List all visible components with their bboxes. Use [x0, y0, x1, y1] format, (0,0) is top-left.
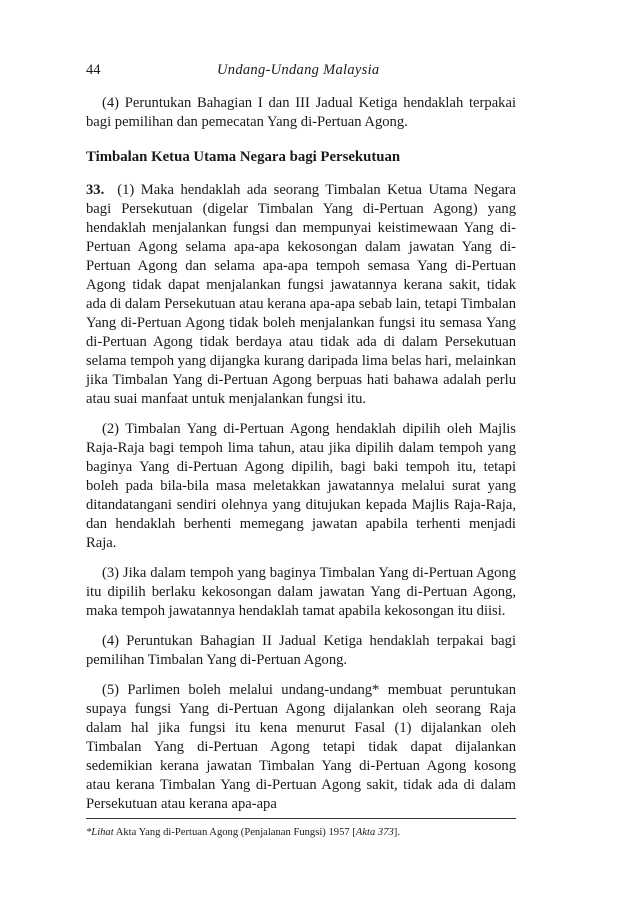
- section-33-4: (4) Peruntukan Bahagian II Jadual Ketiga hendaklah terpakai bagi pemilihan Timbalan Yang di-Pertuan Agong.: [86, 633, 516, 668]
- clause-32-4: (4) Peruntukan Bahagian I dan III Jadual Ketiga hendaklah terpakai bagi pemilihan dan pemecatan Yang di-Pertuan Agong.: [86, 95, 516, 130]
- section-33-2: (2) Timbalan Yang di-Pertuan Agong hendaklah dipilih oleh Majlis Raja-Raja bagi tempoh lima tahun, atau jika dipilih dalam tempoh yang baginya Yang di-Pertuan Agong dipilih, bagi baki tempoh itu, tetapi boleh pada bila-bila masa meletakkan jawatannya melalui surat yang ditandatangani sendiri olehnya yang ditujukan kepada Majlis Raja-Raja, dan hendaklah berhenti memegang jawatan apabila terhenti menjadi Raja.: [86, 421, 516, 551]
- footnote-text: Akta Yang di-Pertuan Agong (Penjalanan Fungsi) 1957 [: [113, 827, 356, 838]
- running-title: Undang-Undang Malaysia: [217, 62, 380, 78]
- page-header: [86, 62, 516, 82]
- footnote-lihat: *Lihat: [86, 827, 114, 838]
- section-heading: Timbalan Ketua Utama Negara bagi Persekutuan: [86, 149, 401, 165]
- footnote-end: ].: [393, 827, 400, 838]
- footnote-akta: Akta 373: [355, 827, 394, 838]
- page-number: 44: [86, 62, 101, 78]
- footnote: [86, 826, 516, 839]
- footnote-divider: [86, 818, 516, 819]
- section-33-1: [86, 181, 516, 409]
- section-33-3: (3) Jika dalam tempoh yang baginya Timbalan Yang di-Pertuan Agong itu dipilih berlaku kekosongan dalam jawatan Yang di-Pertuan Agong, maka tempoh jawatannya hendaklah tamat apabila kekosongan itu diisi.: [86, 565, 516, 619]
- section-33-1-text: (1) Maka hendaklah ada seorang Timbalan Ketua Utama Negara bagi Persekutuan (digelar Timbalan Yang di-Pertuan Agong) yang hendaklah menjalankan fungsi dan mempunyai keistimewaan Yang di-Pertuan Agong selama apa-apa kekosongan dalam jawatan Yang di-Pertuan Agong dan selama apa-apa tempoh semasa Yang di-Pertuan Agong tidak dapat menjalankan fungsi jawatannya kerana sakit, tidak ada di dalam Persekutuan atau kerana apa-apa sebab lain, tetapi Timbalan Yang di-Pertuan Agong tidak boleh menjalankan fungsi itu semasa Yang di-Pertuan Agong tidak berdaya atau tidak ada di dalam Persekutuan selama tempoh yang dijangka kurang daripada lima belas hari, melainkan jika Timbalan Yang di-Pertuan Agong berpuas hati bahawa adalah perlu atau suai manfaat untuk menjalankan fungsi itu.: [86, 182, 517, 407]
- page-body: [86, 94, 516, 825]
- section-33-5: (5) Parlimen boleh melalui undang-undang* membuat peruntukan supaya fungsi Yang di-Pertuan Agong dijalankan oleh seorang Raja dalam hal jika fungsi itu kena menurut Fasal (1) dijalankan oleh Timbalan Yang di-Pertuan Agong tetapi tidak dapat dijalankan sedemikian kerana jawatan Timbalan Yang di-Pertuan Agong kosong atau kerana Timbalan Yang di-Pertuan Agong sakit, tidak ada di dalam Persekutuan atau kerana apa-apa: [86, 682, 516, 812]
- section-number: 33.: [86, 182, 105, 198]
